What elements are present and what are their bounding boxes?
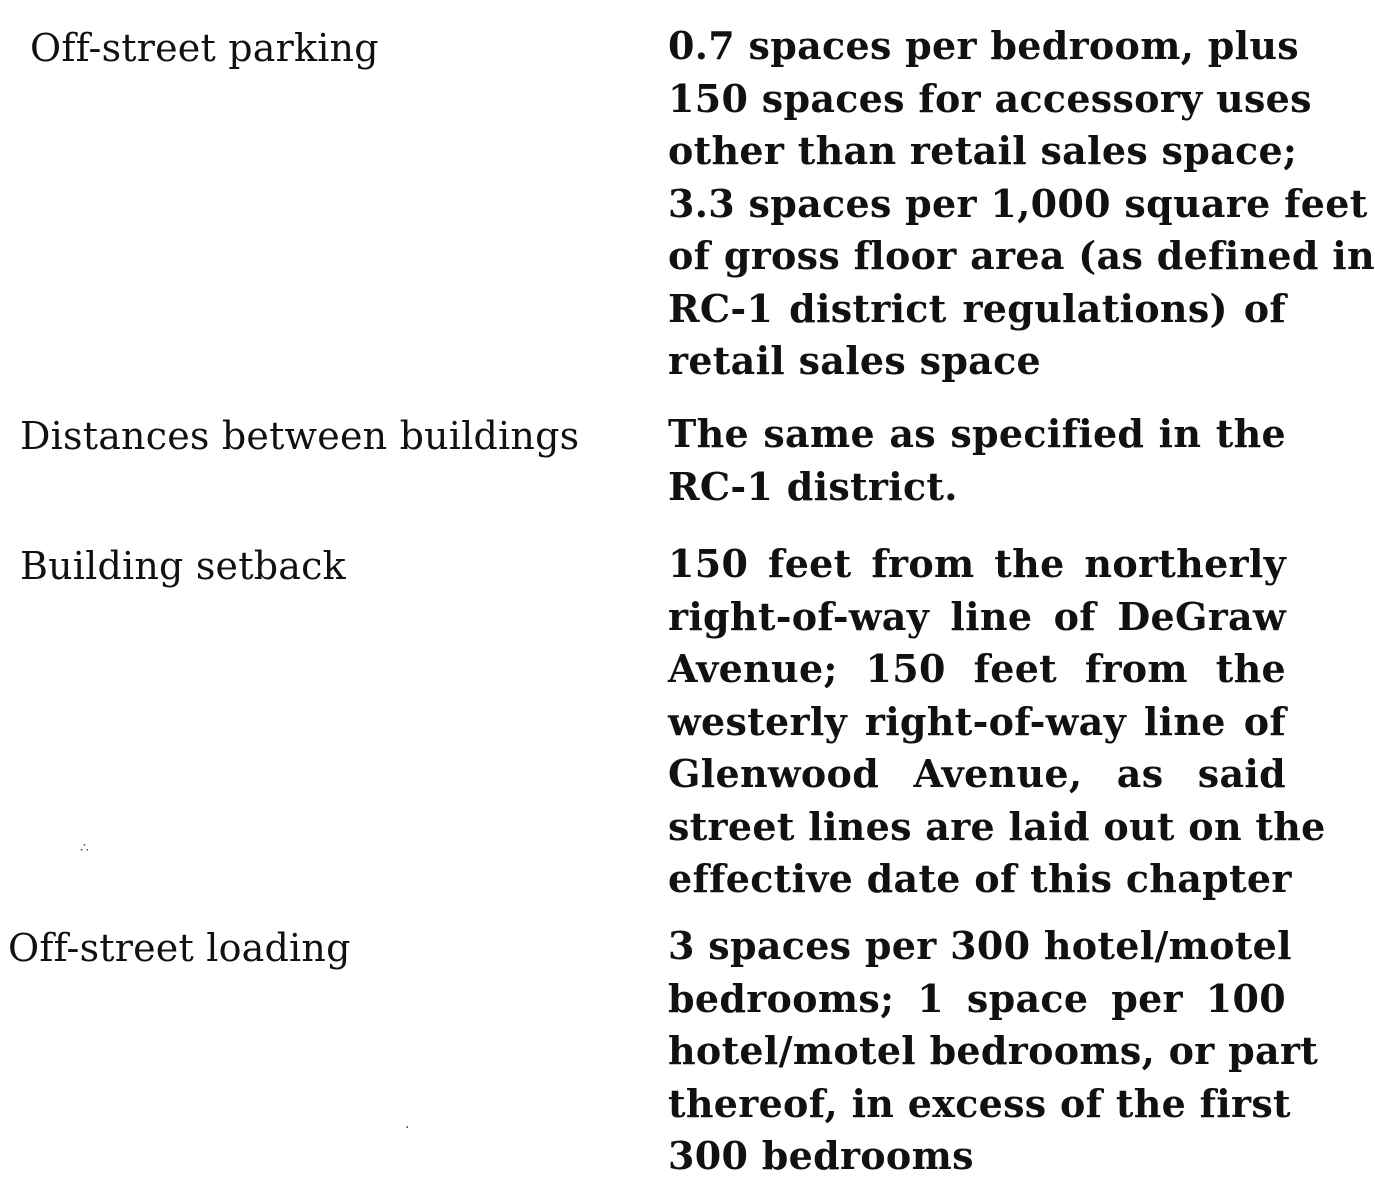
value-line: 0.7 spaces per bedroom, plus <box>668 23 1299 68</box>
value-line: Avenue; 150 feet from the <box>668 646 1286 691</box>
value-line: 3.3 spaces per 1,000 square feet <box>668 180 1368 226</box>
row-label: Distances between buildings <box>20 414 580 458</box>
row-label: Building setback <box>20 544 346 588</box>
scan-speck: · <box>405 1120 410 1136</box>
value-line: effective date of this chapter <box>668 856 1292 901</box>
value-line: of gross floor area (as defined in <box>668 233 1375 278</box>
row-value <box>668 408 1286 513</box>
row-value <box>668 538 1326 906</box>
value-line: hotel/motel bedrooms, or part <box>668 1028 1319 1073</box>
scan-speck: ∴ <box>80 840 89 856</box>
value-line: street lines are laid out on the <box>668 803 1326 849</box>
value-line: thereof, in excess of the first <box>668 1080 1291 1126</box>
value-line: westerly right-of-way line of <box>668 698 1286 744</box>
value-line: RC-1 district regulations) of <box>668 285 1286 331</box>
value-line: 300 bedrooms <box>668 1133 974 1178</box>
value-line: 150 spaces for accessory uses <box>668 75 1312 121</box>
value-line: right-of-way line of DeGraw <box>668 593 1286 639</box>
row-label: Off-street loading <box>8 926 351 970</box>
row-value <box>668 920 1319 1183</box>
value-line: Glenwood Avenue, as said <box>668 751 1286 796</box>
row-value <box>668 20 1375 388</box>
value-line: other than retail sales space; <box>668 128 1298 173</box>
row-label: Off-street parking <box>30 26 379 70</box>
value-line: The same as specified in the <box>668 411 1286 456</box>
value-line: bedrooms; 1 space per 100 <box>668 975 1286 1021</box>
value-line: RC-1 district. <box>668 463 958 509</box>
value-line: 150 feet from the northerly <box>668 541 1286 586</box>
value-line: 3 spaces per 300 hotel/motel <box>668 923 1292 968</box>
value-line: retail sales space <box>668 338 1042 383</box>
